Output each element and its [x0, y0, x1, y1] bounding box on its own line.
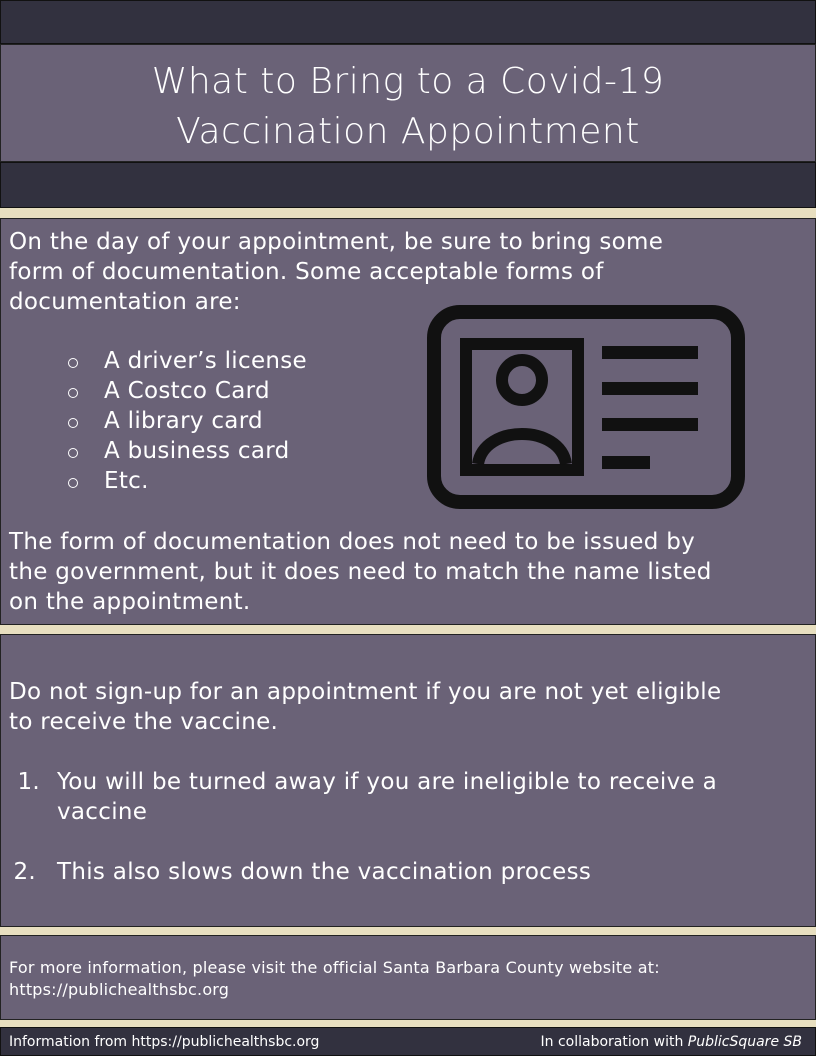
footer-source: Information from https://publichealthsbc.org — [9, 1034, 320, 1050]
id-card-icon — [426, 304, 746, 510]
documentation-intro-line2: form of documentation. Some acceptable forms of — [9, 259, 604, 285]
list-text-line1: You will be turned away if you are ineligible to receive a — [57, 769, 717, 795]
list-item: A driver’s license — [64, 346, 307, 376]
footer-collaboration — [541, 1033, 803, 1051]
more-info-link[interactable]: https://publichealthsbc.org — [9, 980, 230, 999]
footer-collab-prefix: In collaboration with — [540, 1034, 688, 1050]
list-text-line2: vaccine — [57, 799, 148, 825]
documentation-intro-line1: On the day of your appointment, be sure to bring some — [9, 229, 664, 255]
more-info-line1: For more information, please visit the official Santa Barbara County website at: — [9, 958, 660, 977]
list-item: Etc. — [64, 466, 307, 496]
documentation-list — [64, 346, 307, 496]
page-title-line2: Vaccination Appointment — [176, 111, 640, 152]
title-underband — [0, 162, 816, 208]
documentation-note-line2: the government, but it does need to match the name listed — [9, 559, 712, 585]
top-band — [0, 0, 816, 44]
documentation-note-line1: The form of documentation does not need to be issued by — [9, 529, 696, 555]
list-item: A Costco Card — [64, 376, 307, 406]
list-text: This also slows down the vaccination process — [57, 859, 592, 885]
page-title — [0, 44, 816, 162]
list-number: 2. — [13, 859, 36, 885]
documentation-note-line3: on the appointment. — [9, 589, 251, 615]
list-item: A library card — [64, 406, 307, 436]
footer-collab-name: PublicSquare SB — [687, 1034, 802, 1050]
page-title-line1: What to Bring to a Covid-19 — [151, 61, 665, 102]
eligibility-line2: to receive the vaccine. — [9, 709, 279, 735]
list-text — [57, 767, 797, 827]
list-number: 1. — [17, 769, 40, 795]
list-item: A business card — [64, 436, 307, 466]
documentation-intro-line3: documentation are: — [9, 289, 241, 315]
eligibility-line1: Do not sign-up for an appointment if you are not yet eligible — [9, 679, 722, 705]
